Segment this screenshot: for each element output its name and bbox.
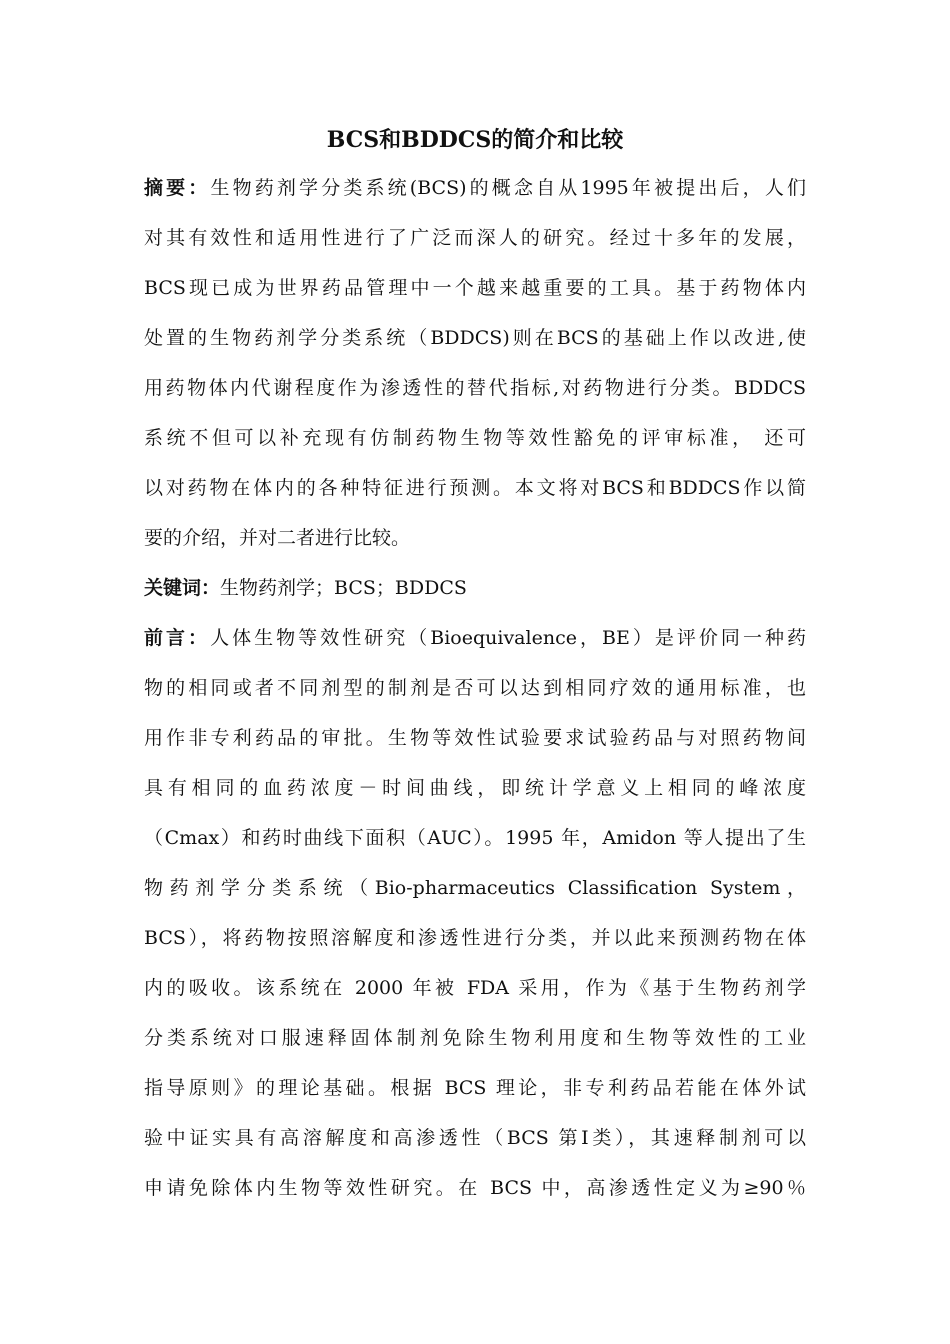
preface-line-12: 申请免除体内生物等效性研究。在 BCS 中，高渗透性定义为≥90％ bbox=[144, 1177, 806, 1199]
abstract-line-6: 系统不但可以补充现有仿制药物生物等效性豁免的评审标准， 还可 bbox=[144, 427, 806, 449]
preface-line-1 bbox=[144, 623, 806, 653]
abstract-line-3: BCS现已成为世界药品管理中一个越来越重要的工具。基于药物体内 bbox=[144, 277, 806, 299]
page-title: BCS和BDDCS的简介和比较 bbox=[326, 127, 624, 153]
keywords-line bbox=[144, 573, 806, 603]
abstract-label: 摘要： bbox=[144, 177, 211, 199]
preface-line-6: 物药剂学分类系统（Bio-pharmaceutics Classification System， bbox=[144, 877, 806, 899]
abstract-line-5: 用药物体内代谢程度作为渗透性的替代指标,对药物进行分类。BDDCS bbox=[144, 377, 806, 399]
abstract-line-1 bbox=[144, 173, 806, 203]
abstract-line-8: 要的介绍，并对二者进行比较。 bbox=[144, 527, 411, 549]
abstract-text-1: 生物药剂学分类系统(BCS)的概念自从1995年被提出后，人们 bbox=[210, 177, 806, 199]
keywords-text: 生物药剂学；BCS；BDDCS bbox=[220, 577, 467, 599]
abstract-line-4: 处置的生物药剂学分类系统（BDDCS)则在BCS的基础上作以改进,使 bbox=[144, 327, 806, 349]
abstract-line-7: 以对药物在体内的各种特征进行预测。本文将对BCS和BDDCS作以简 bbox=[144, 477, 806, 499]
preface-line-10: 指导原则》的理论基础。根据 BCS 理论，非专利药品若能在体外试 bbox=[144, 1077, 806, 1099]
preface-text-1: 人体生物等效性研究（Bioequivalence，BE）是评价同一种药 bbox=[210, 627, 806, 649]
preface-line-3: 用作非专利药品的审批。生物等效性试验要求试验药品与对照药物间 bbox=[144, 727, 806, 749]
preface-line-9: 分类系统对口服速释固体制剂免除生物利用度和生物等效性的工业 bbox=[144, 1027, 806, 1049]
preface-line-5: （Cmax）和药时曲线下面积（AUC）。1995 年，Amidon 等人提出了生 bbox=[144, 827, 806, 849]
preface-line-2: 物的相同或者不同剂型的制剂是否可以达到相同疗效的通用标准，也 bbox=[144, 677, 806, 699]
preface-line-11: 验中证实具有高溶解度和高渗透性（BCS 第Ⅰ类），其速释制剂可以 bbox=[144, 1127, 806, 1149]
preface-line-4: 具有相同的血药浓度－时间曲线，即统计学意义上相同的峰浓度 bbox=[144, 777, 806, 799]
keywords-label: 关键词： bbox=[144, 577, 221, 599]
preface-line-7: BCS），将药物按照溶解度和渗透性进行分类，并以此来预测药物在体 bbox=[144, 927, 806, 949]
preface-line-8: 内的吸收。该系统在 2000 年被 FDA 采用，作为《基于生物药剂学 bbox=[144, 977, 806, 999]
preface-label: 前言： bbox=[144, 627, 211, 649]
abstract-line-2: 对其有效性和适用性进行了广泛而深人的研究。经过十多年的发展， bbox=[144, 227, 806, 249]
